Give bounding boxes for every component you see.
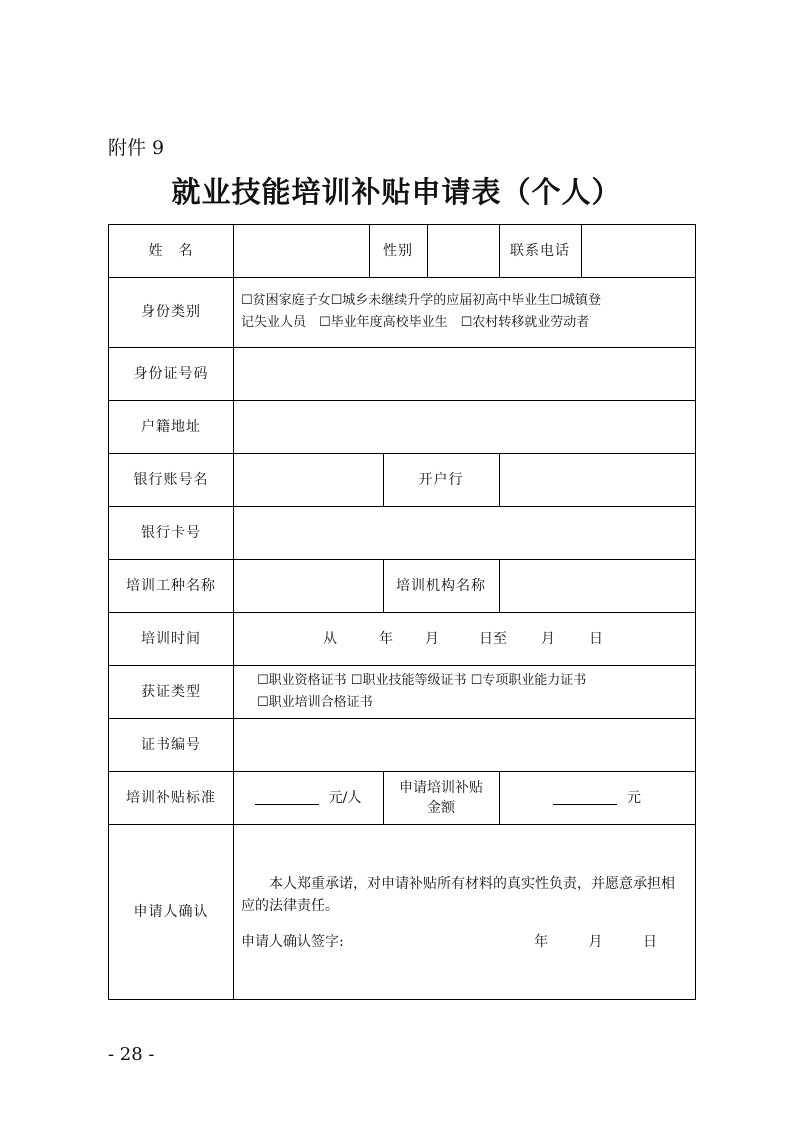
training-time-year: 年 — [379, 630, 393, 647]
training-time-day-to: 日至 — [479, 630, 507, 647]
bank-account-name-field[interactable] — [233, 453, 383, 506]
subsidy-amount-field[interactable] — [499, 771, 695, 824]
confirm-label: 申请人确认 — [133, 903, 209, 920]
subsidy-amount-blank[interactable] — [553, 790, 617, 805]
subsidy-standard-blank[interactable] — [255, 790, 319, 805]
subsidy-amount-label-line1: 申请培训补贴 — [399, 779, 483, 796]
confirm-year: 年 — [534, 934, 549, 950]
training-type-field[interactable] — [233, 559, 383, 612]
gender-label: 性别 — [383, 243, 413, 259]
cert-number-label: 证书编号 — [141, 736, 201, 753]
confirm-day: 日 — [643, 934, 657, 950]
household-label: 户籍地址 — [141, 418, 201, 435]
cert-type-label: 获证类型 — [141, 683, 201, 700]
confirm-block — [241, 873, 685, 953]
confirm-signature-label[interactable]: 申请人确认签字: — [241, 934, 344, 950]
subsidy-amount-label — [383, 771, 499, 824]
subsidy-standard-unit: 元/人 — [328, 789, 362, 806]
name-label: 姓 名 — [148, 243, 194, 259]
cert-options-line1[interactable]: ☐职业资格证书 ☐职业技能等级证书 ☐专项职业能力证书 — [257, 672, 587, 688]
bank-card-label: 银行卡号 — [141, 524, 201, 541]
bank-card-field[interactable] — [233, 506, 695, 559]
subsidy-amount-unit: 元 — [627, 789, 641, 806]
training-time-field[interactable] — [233, 612, 695, 665]
confirm-month: 月 — [588, 934, 603, 950]
identity-options-line1[interactable]: ☐贫困家庭子女☐城乡未继续升学的应届初高中毕业生☐城镇登 — [241, 293, 601, 308]
bank-branch-label: 开户行 — [418, 471, 464, 488]
id-number-label: 身份证号码 — [133, 365, 209, 382]
training-org-field[interactable] — [499, 559, 695, 612]
phone-label: 联系电话 — [510, 243, 570, 259]
identity-options[interactable] — [233, 277, 695, 347]
training-time-day2: 日 — [589, 630, 603, 647]
cert-type-options[interactable] — [233, 665, 695, 718]
bank-branch-field[interactable] — [499, 453, 695, 506]
identity-label: 身份类别 — [141, 304, 201, 320]
name-field[interactable] — [233, 225, 369, 277]
form-title: 就业技能培训补贴申请表（个人） — [171, 175, 622, 209]
bank-account-name-label: 银行账号名 — [133, 471, 209, 488]
application-form — [108, 224, 696, 1000]
page-number: - 28 - — [108, 1044, 155, 1065]
identity-options-line2[interactable]: 记失业人员 ☐毕业年度高校毕业生 ☐农村转移就业劳动者 — [241, 315, 590, 330]
training-time-label: 培训时间 — [141, 630, 201, 647]
cert-number-field[interactable] — [233, 718, 695, 771]
training-org-label: 培训机构名称 — [396, 577, 486, 594]
household-field[interactable] — [233, 400, 695, 453]
subsidy-standard-label: 培训补贴标准 — [126, 789, 216, 806]
training-time-month: 月 — [425, 630, 439, 647]
cert-options-line2[interactable]: ☐职业培训合格证书 — [257, 694, 373, 710]
training-time-from: 从 — [323, 630, 337, 647]
confirm-statement: 本人郑重承诺，对申请补贴所有材料的真实性负责，并愿意承担相应的法律责任。 — [241, 876, 675, 914]
training-type-label: 培训工种名称 — [126, 577, 216, 594]
phone-field[interactable] — [581, 225, 695, 277]
id-number-field[interactable] — [233, 347, 695, 400]
training-time-month2: 月 — [541, 630, 555, 647]
subsidy-amount-label-line2: 金额 — [427, 799, 455, 816]
gender-field[interactable] — [427, 225, 499, 277]
attachment-label: 附件 9 — [108, 137, 165, 159]
subsidy-standard-field[interactable] — [233, 771, 383, 824]
